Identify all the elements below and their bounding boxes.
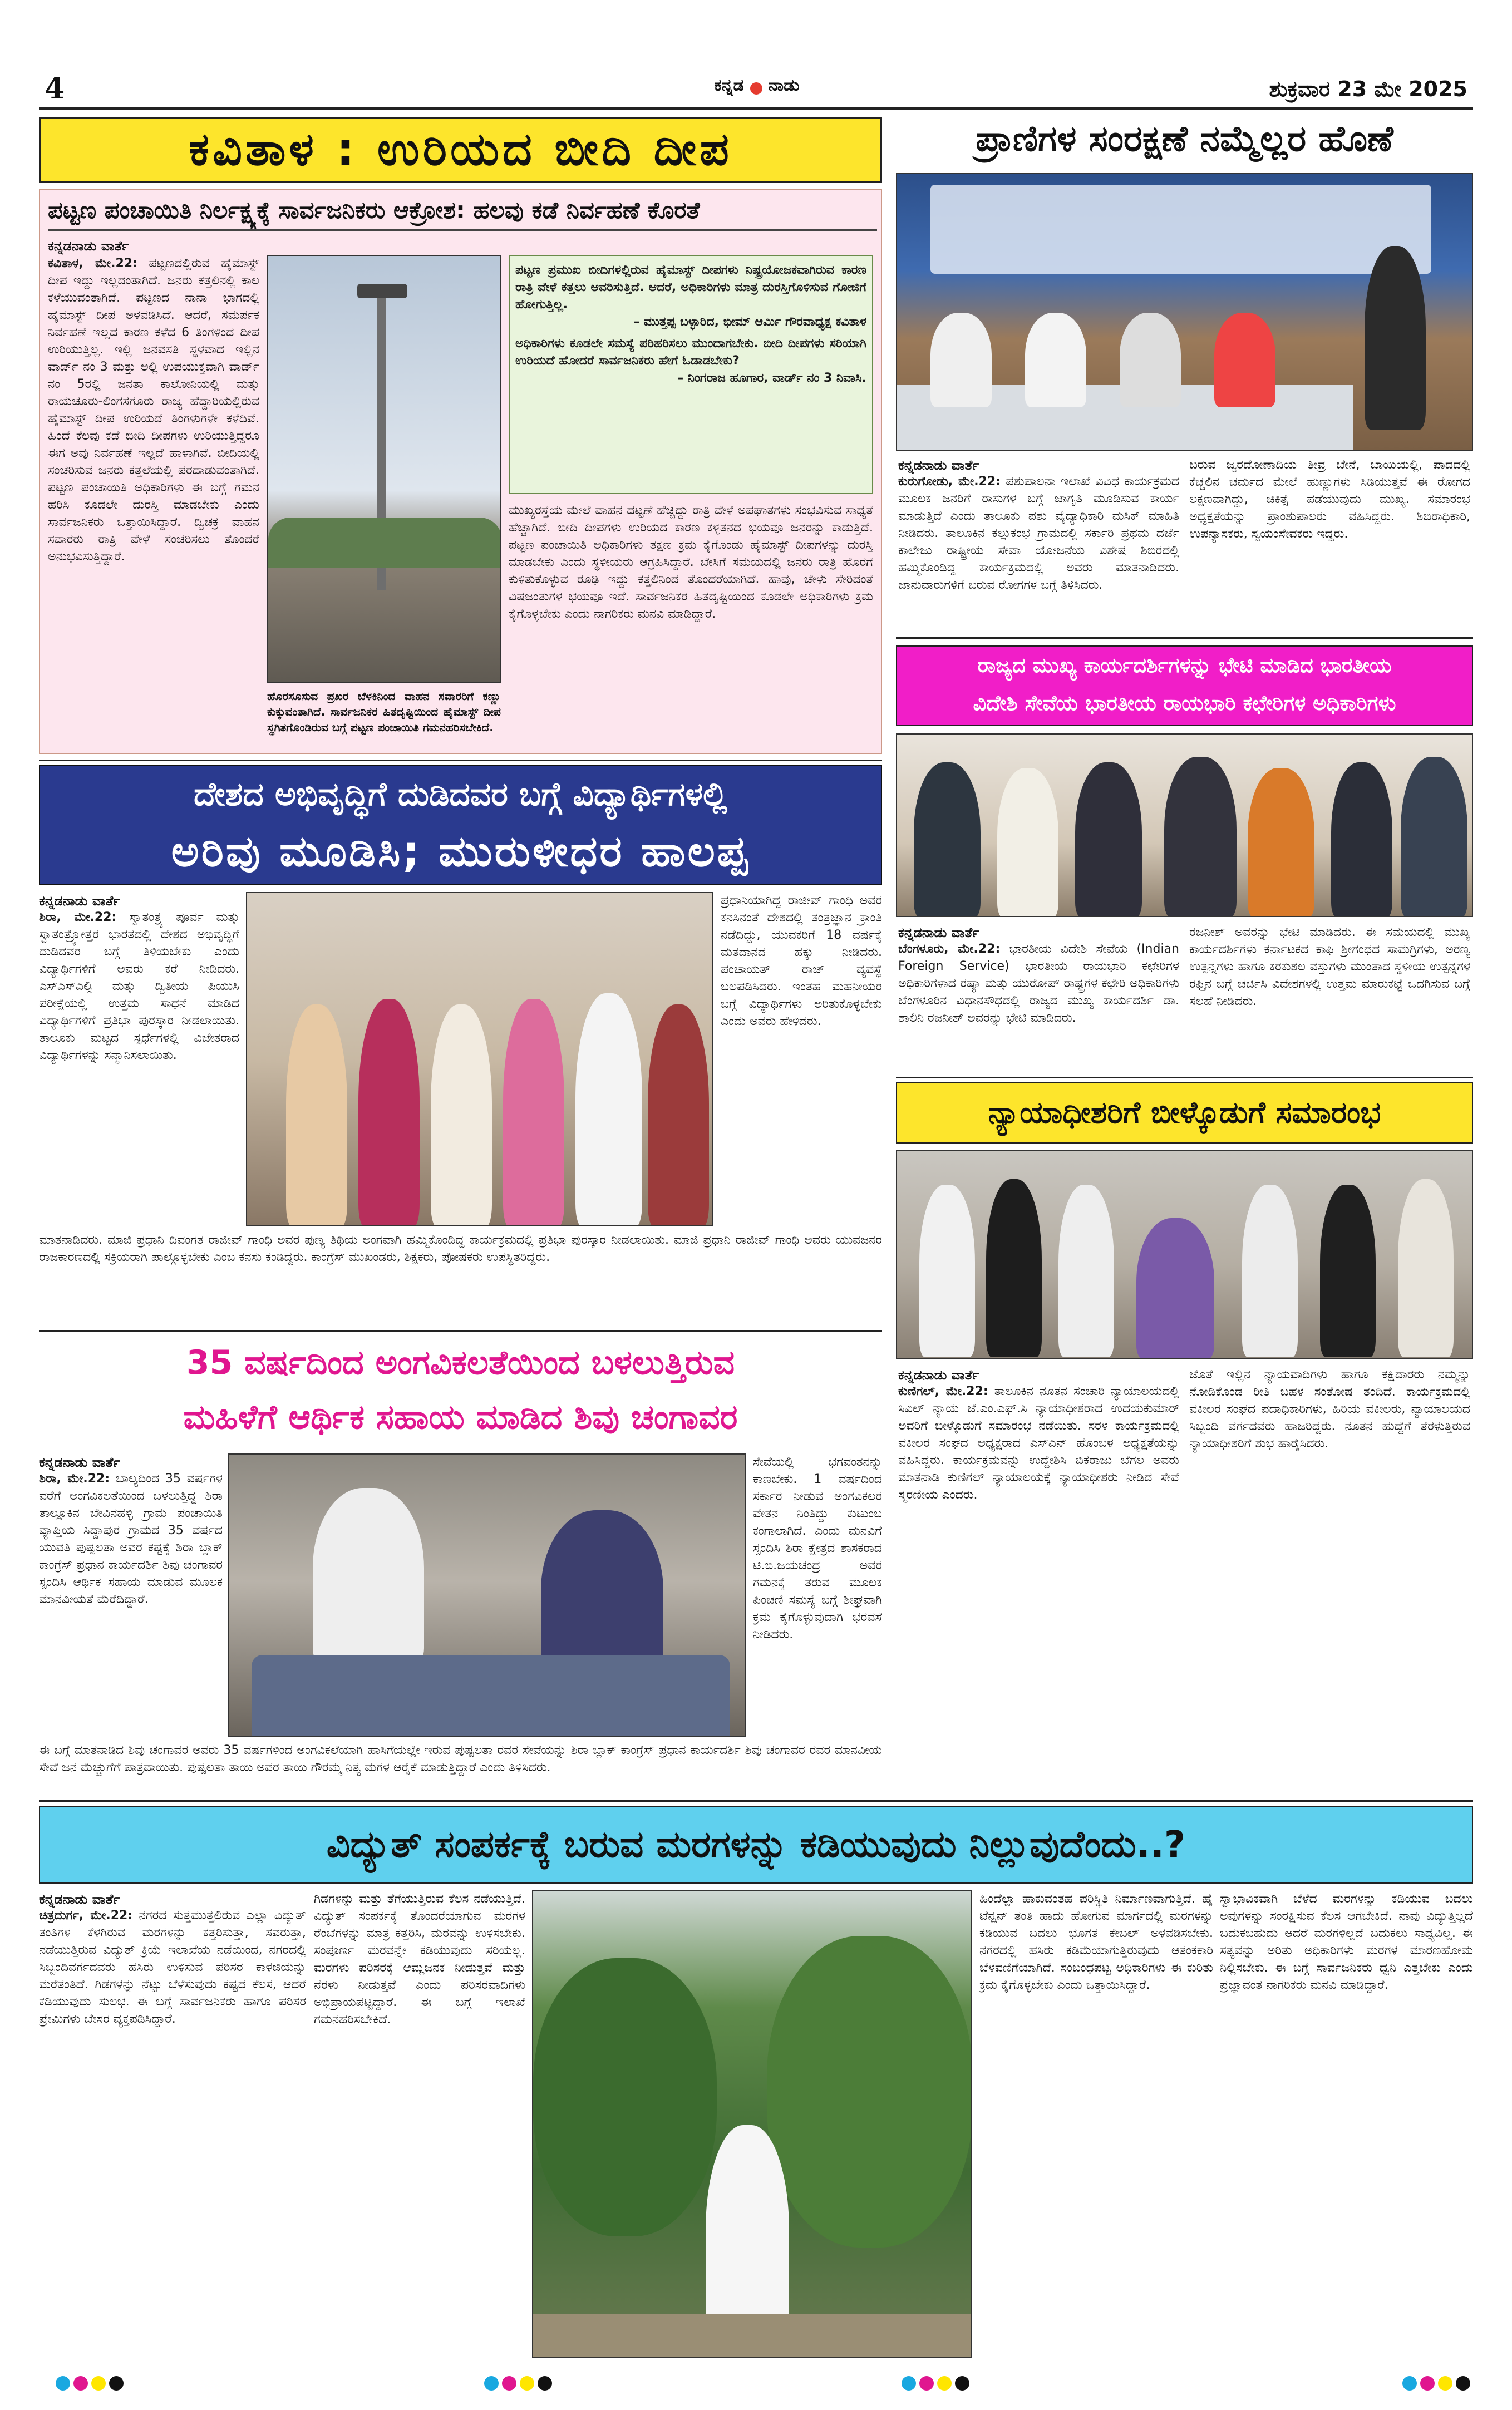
pranigala-headline: ಪ್ರಾಣಿಗಳ ಸಂರಕ್ಷಣೆ ನಮ್ಮೆಲ್ಲರ ಹೊಣೆ xyxy=(976,119,1393,160)
kavitala-col3: ಮುಖ್ಯರಸ್ತೆಯ ಮೇಲೆ ವಾಹನ ದಟ್ಟಣೆ ಹೆಚ್ಚಿದ್ದು ರಾತ್ರಿ ವೇಳೆ ಅಪಘಾತಗಳು ಸಂಭವಿಸುವ ಸಾಧ್ಯತೆ ಹೆಚ್ಚಾಗಿದೆ. ಬೀದಿ ದೀಪಗಳು ಉರಿಯದ ಕಾರಣ ಕಳ್ಳತನದ ಭಯವೂ ಜನರನ್ನು ಕಾಡುತ್ತಿದೆ. ಪಟ್ಟಣ ಪಂಚಾಯಿತಿ ಅಧಿಕಾರಿಗಳು ತಕ್ಷಣ ಕ್ರಮ ಕೈಗೊಂಡು ಹೈಮಾಸ್ಟ್ ದೀಪಗಳನ್ನು ದುರಸ್ತಿ ಮಾಡಬೇಕು ಎಂದು ಸ್ಥಳೀಯರು ಆಗ್ರಹಿಸಿದ್ದಾರೆ. ಬೇಸಿಗೆ ಸಮಯದಲ್ಲಿ ಜನರು ರಾತ್ರಿ ಹೊರಗೆ ಕುಳಿತುಕೊಳ್ಳುವ ರೂಢಿ ಇದ್ದು ಕತ್ತಲಿನಿಂದ ತೊಂದರೆಯಾಗಿದೆ. ಹಾವು, ಚೇಳು ಸೇರಿದಂತೆ ವಿಷಜಂತುಗಳ ಭಯವೂ ಇದೆ. ಸಾರ್ವಜನಿಕರ ಹಿತದೃಷ್ಟಿಯಿಂದ ಕೂಡಲೇ ಅಧಿಕಾರಿಗಳು ಕ್ರಮ ಕೈಗೊಳ್ಳಬೇಕು ಎಂದು ನಾಗರಿಕರು ಮನವಿ ಮಾಡಿದ್ದಾರೆ. xyxy=(509,504,873,621)
shivu-bottom: ಈ ಬಗ್ಗೆ ಮಾತನಾಡಿದ ಶಿವು ಚಂಗಾವರ ಅವರು 35 ವರ್ಷಗಳಿಂದ ಅಂಗವಿಕಲೆಯಾಗಿ ಹಾಸಿಗೆಯಲ್ಲೇ ಇರುವ ಪುಷ್ಪಲತಾ ರವರ ಸೇವೆಯನ್ನು ಶಿರಾ ಬ್ಲಾಕ್ ಕಾಂಗ್ರೆಸ್ ಪ್ರಧಾನ ಕಾರ್ಯದರ್ಶಿ ಶಿವು ಚಂಗಾವರ ರವರ ಮಾನವೀಯ ಸೇವೆ ಜನ ಮೆಚ್ಚುಗೆಗೆ ಪಾತ್ರವಾಯಿತು. ಪುಷ್ಪಲತಾ ತಾಯಿ ಅವರ ತಾಯಿ ಗೌರಮ್ಮ ನಿತ್ಯ ಮಗಳ ಆರೈಕೆ ಮಾಡುತ್ತಿದ್ದಾರೆ ಎಂದು ತಿಳಿಸಿದರು. xyxy=(39,1743,882,1775)
deshada-byline: ಕನ್ನಡನಾಡು ವಾರ್ತೆ xyxy=(39,893,120,909)
deshada-dateline: ಶಿರಾ, ಮೇ.22: xyxy=(39,910,117,924)
rajyada-headline-banner xyxy=(896,645,1473,726)
pranigala-photo xyxy=(896,173,1473,451)
foliage-right xyxy=(767,1936,972,2248)
deshada-headline-banner xyxy=(39,765,882,885)
nyayadhishari-col2: ಜೊತೆ ಇಲ್ಲಿನ ನ್ಯಾಯವಾದಿಗಳು ಹಾಗೂ ಕಕ್ಷಿದಾರರು ನಮ್ಮನ್ನು ನೋಡಿಕೊಂಡ ರೀತಿ ಬಹಳ ಸಂತೋಷ ತಂದಿದೆ. ಕಾರ್ಯಕ್ರಮದಲ್ಲಿ ವಕೀಲರ ಸಂಘದ ಪದಾಧಿಕಾರಿಗಳು, ಹಿರಿಯ ವಕೀಲರು, ನ್ಯಾಯಾಲಯದ ಸಿಬ್ಬಂದಿ ವರ್ಗದವರು ಹಾಜರಿದ್ದರು. ನೂತನ ಹುದ್ದೆಗೆ ತೆರಳುತ್ತಿರುವ ನ್ಯಾಯಾಧೀಶರಿಗೆ ಶುಭ ಹಾರೈಸಿದರು. xyxy=(1189,1368,1470,1451)
pranigala-col2: ಬರುವ ಜ್ವರದೋಣಾದಿಯ ತೀವ್ರ ಬೇನೆ, ಬಾಯಿಯಲ್ಲಿ, ಪಾದದಲ್ಲಿ ಕೆಚ್ಚಲಿನ ಚರ್ಮದ ಮೇಲೆ ಹುಣ್ಣುಗಳು ಸಿಡಿಯುತ್ತವೆ ಈ ರೋಗದ ಲಕ್ಷಣವಾಗಿದ್ದು, ಚಿಕಿತ್ಸೆ ಪಡೆಯುವುದು ಮುಖ್ಯ. ಸಮಾರಂಭ ಅಧ್ಯಕ್ಷತೆಯನ್ನು ಪ್ರಾಂಶುಪಾಲರು ವಹಿಸಿದ್ದರು. ಶಿಬಿರಾಧಿಕಾರಿ, ಉಪನ್ಯಾಸಕರು, ಸ್ವಯಂಸೇವಕರು ಇದ್ದರು. xyxy=(1189,458,1470,541)
kavitala-dateline: ಕವಿತಾಳ, ಮೇ.22: xyxy=(48,257,137,270)
pranigala-col1-text: ಪಶುಪಾಲನಾ ಇಲಾಖೆ ವಿವಿಧ ಕಾರ್ಯಕ್ರಮದ ಮೂಲಕ ಜನರಿಗೆ ರಾಸುಗಳ ಬಗ್ಗೆ ಜಾಗೃತಿ ಮೂಡಿಸುವ ಕಾರ್ಯ ಮಾಡುತ್ತಿದೆ ಎಂದು ತಾಲೂಕು ಪಶು ವೈದ್ಯಾಧಿಕಾರಿ ಮಸಿಕ್ ಮಾಹಿತಿ ನೀಡಿದರು. ತಾಲೂಕಿನ ಕಲ್ಲುಕಂಭ ಗ್ರಾಮದಲ್ಲಿ ಸರ್ಕಾರಿ ಪ್ರಥಮ ದರ್ಜೆ ಕಾಲೇಜು ರಾಷ್ಟ್ರೀಯ ಸೇವಾ ಯೋಜನೆಯ ವಿಶೇಷ ಶಿಬಿರದಲ್ಲಿ ಹಮ್ಮಿಕೊಂಡಿದ್ದ ಕಾರ್ಯಕ್ರಮದಲ್ಲಿ ಅವರು ಮಾತನಾಡಿದರು. ಜಾನುವಾರುಗಳಿಗೆ ಬರುವ ರೋಗಗಳ ಬಗ್ಗೆ ತಿಳಿಸಿದರು. xyxy=(898,475,1179,592)
vidyut-byline: ಕನ್ನಡನಾಡು ವಾರ್ತೆ xyxy=(39,1891,120,1907)
kavitala-subheadline: ಪಟ್ಟಣ ಪಂಚಾಯಿತಿ ನಿರ್ಲಕ್ಷ್ಯಕ್ಕೆ ಸಾರ್ವಜನಿಕರು ಆಕ್ರೋಶ: ಹಲವು ಕಡೆ ನಿರ್ವಹಣೆ ಕೊರತೆ xyxy=(48,196,700,224)
student-1 xyxy=(286,1004,347,1226)
pranigala-banner-cloth xyxy=(930,185,1431,274)
reg-dot-yellow-2 xyxy=(520,2376,534,2391)
kavitala-box-quote: ಪಟ್ಟಣ ಪ್ರಮುಖ ಬೀದಿಗಳಲ್ಲಿರುವ ಹೈಮಾಸ್ಟ್ ದೀಪಗಳು ನಿಷ್ಪ್ರಯೋಜಕವಾಗಿರುವ ಕಾರಣ ರಾತ್ರಿ ವೇಳೆ ಕತ್ತಲು ಆವರಿಸುತ್ತಿದೆ. ಆದರೆ, ಅಧಿಕಾರಿಗಳು ಮಾತ್ರ ದುರಸ್ತಿಗೊಳಿಸುವ ಗೋಜಿಗೆ ಹೋಗುತ್ತಿಲ್ಲ. xyxy=(515,263,866,312)
deshada-students-photo xyxy=(246,892,713,1226)
vidyut-col4: ಸ್ವಾಭಾವಿಕವಾಗಿ ಬೆಳೆದ ಮರಗಳನ್ನು ಕಡಿಯುವ ಬದಲು ಅವುಗಳನ್ನು ಸಂರಕ್ಷಿಸುವ ಕೆಲಸ ಆಗಬೇಕಿದೆ. ನಾವು ವಿದ್ಯುತ್ತಿಲ್ಲದೆ ಬದುಕಬಹುದು ಆದರೆ ಮರಗಳಿಲ್ಲದೆ ಬದುಕಲು ಸಾಧ್ಯವಿಲ್ಲ. ಈ ಸತ್ಯವನ್ನು ಅರಿತು ಅಧಿಕಾರಿಗಳು ಮರಗಳ ಮಾರಣಹೋಮ ನಿಲ್ಲಿಸಬೇಕು. ಈ ಬಗ್ಗೆ ಸಾರ್ವಜನಿಕರು ಧ್ವನಿ ಎತ್ತಬೇಕು ಎಂದು ಪ್ರಜ್ಞಾವಂತ ನಾಗರಿಕರು ಮನವಿ ಮಾಡಿದ್ದಾರೆ. xyxy=(1220,1892,1473,1992)
reg-dot-yellow-4 xyxy=(1438,2376,1452,2391)
seated-guest-3 xyxy=(1120,313,1181,407)
reg-dot-magenta-2 xyxy=(502,2376,516,2391)
divider-left-1 xyxy=(39,760,882,761)
lawyer-5 xyxy=(1320,1185,1376,1357)
student-4 xyxy=(503,999,564,1226)
reg-dot-yellow-1 xyxy=(91,2376,106,2391)
rajyada-col1 xyxy=(898,940,1179,1071)
shivu-headline-line1: 35 ವರ್ಷದಿಂದ ಅಂಗವಿಕಲತೆಯಿಂದ ಬಳಲುತ್ತಿರುವ xyxy=(186,1343,735,1382)
nyayadhishari-col1 xyxy=(898,1383,1179,1795)
official-3 xyxy=(1075,762,1142,917)
page-number: 4 xyxy=(45,72,65,106)
lawyer-2 xyxy=(986,1179,1042,1357)
student-2 xyxy=(358,999,420,1226)
deshada-col3: ಪ್ರಧಾನಿಯಾಗಿದ್ದ ರಾಜೀವ್ ಗಾಂಧಿ ಅವರ ಕನಸಿನಂತೆ ದೇಶದಲ್ಲಿ ತಂತ್ರಜ್ಞಾನ ಕ್ರಾಂತಿ ನಡೆದಿದ್ದು, ಯುವಕರಿಗೆ 18 ವರ್ಷಕ್ಕೆ ಮತದಾನದ ಹಕ್ಕು ನೀಡಿದರು. ಪಂಚಾಯತ್ ರಾಜ್ ವ್ಯವಸ್ಥೆ ಬಲಪಡಿಸಿದರು. ಇಂತಹ ಮಹನೀಯರ ಬಗ್ಗೆ ವಿದ್ಯಾರ್ಥಿಗಳು ಅರಿತುಕೊಳ್ಳಬೇಕು ಎಂದು ಅವರು ಹೇಳಿದರು. xyxy=(721,894,882,1028)
shivu-photo xyxy=(228,1453,746,1737)
vidyut-headline: ವಿದ್ಯುತ್ ಸಂಪರ್ಕಕ್ಕೆ ಬರುವ ಮರಗಳನ್ನು ಕಡಿಯುವುದು ನಿಲ್ಲುವುದೆಂದು..? xyxy=(326,1823,1186,1866)
official-5 xyxy=(1331,762,1392,917)
pranigala-dateline: ಕುರುಗೋಡು, ಮೇ.22: xyxy=(898,475,1001,489)
rajyada-dateline: ಬೆಂಗಳೂರು, ಮೇ.22: xyxy=(898,942,1001,956)
reg-dot-cyan-2 xyxy=(484,2376,499,2391)
vidyut-headline-banner xyxy=(39,1806,1473,1884)
registration-dots xyxy=(0,2376,1512,2398)
official-1 xyxy=(914,762,981,917)
rajyada-headline-line2: ವಿದೇಶಿ ಸೇವೆಯ ಭಾರತೀಯ ರಾಯಭಾರಿ ಕಛೇರಿಗಳ ಅಧಿಕಾರಿಗಳು xyxy=(973,691,1396,715)
shivu-byline: ಕನ್ನಡನಾಡು ವಾರ್ತೆ xyxy=(39,1455,120,1470)
official-6 xyxy=(1401,757,1467,917)
shivu-article xyxy=(39,1335,882,1792)
reg-dot-yellow-3 xyxy=(937,2376,952,2391)
reg-dot-cyan-1 xyxy=(56,2376,70,2391)
reg-dot-black-2 xyxy=(538,2376,552,2391)
masthead xyxy=(640,76,874,104)
lawyer-6 xyxy=(1398,1179,1454,1357)
kavitala-headline-banner xyxy=(39,117,882,183)
shivu-col1-text: ಬಾಲ್ಯದಿಂದ 35 ವರ್ಷಗಳ ವರೆಗೆ ಅಂಗವಿಕಲತೆಯಿಂದ ಬಳಲುತ್ತಿದ್ದ ಶಿರಾ ತಾಲ್ಲೂಕಿನ ಬೇವಿನಹಳ್ಳಿ ಗ್ರಾಮ ಪಂಚಾಯಿತಿ ವ್ಯಾಪ್ತಿಯ ಸಿದ್ದಾಪುರ ಗ್ರಾಮದ 35 ವರ್ಷದ ಯುವತಿ ಪುಷ್ಪಲತಾ ಅವರ ಕಷ್ಟಕ್ಕೆ ಶಿರಾ ಬ್ಲಾಕ್ ಕಾಂಗ್ರೆಸ್ ಪ್ರಧಾನ ಕಾರ್ಯದರ್ಶಿ ಶಿವು ಚಂಗಾವರ ಸ್ಪಂದಿಸಿ ಆರ್ಥಿಕ ಸಹಾಯ ಮಾಡುವ ಮೂಲಕ ಮಾನವೀಯತೆ ಮೆರೆದಿದ್ದಾರೆ. xyxy=(39,1472,223,1606)
nyayadhishari-byline: ಕನ್ನಡನಾಡು ವಾರ್ತೆ xyxy=(898,1367,979,1383)
vidyut-col1-text: ನಗರದ ಸುತ್ತಮುತ್ತಲಿರುವ ಎಲ್ಲಾ ವಿದ್ಯುತ್ ತಂತಿಗಳ ಕೆಳಗಿರುವ ಮರಗಳನ್ನು ಕತ್ತರಿಸುತ್ತಾ, ಸವರುತ್ತಾ, ನಡೆಯುತ್ತಿರುವ ವಿದ್ಯುತ್ ಕ್ರಿಯೆ ಇಲಾಖೆಯ ನಡೆಯಿಂದ, ನಗರದಲ್ಲಿ ಸಿಬ್ಬಂದಿವರ್ಗದವರು ಹಸಿರು ಉಳಿಸುವ ಪರಿಸರ ಕಾಳಜಿಯನ್ನು ಮರೆತಂತಿದೆ. ಗಿಡಗಳನ್ನು ನೆಟ್ಟು ಬೆಳೆಸುವುದು ಕಷ್ಟದ ಕೆಲಸ, ಆದರೆ ಕಡಿಯುವುದು ಸುಲಭ. ಈ ಬಗ್ಗೆ ಸಾರ್ವಜನಿಕರು ಹಾಗೂ ಪರಿಸರ ಪ್ರೇಮಿಗಳು ಬೇಸರ ವ್ಯಕ್ತಪಡಿಸಿದ್ದಾರೆ. xyxy=(39,1909,306,2026)
pranigala-byline: ಕನ್ನಡನಾಡು ವಾರ್ತೆ xyxy=(898,457,979,473)
seated-guest-2 xyxy=(1025,313,1086,407)
seated-guest-1 xyxy=(930,313,992,407)
rajyada-col1-text: ಭಾರತೀಯ ವಿದೇಶಿ ಸೇವೆಯ (Indian Foreign Service) ಭಾರತೀಯ ರಾಯಭಾರಿ ಕಛೇರಿಗಳ ಅಧಿಕಾರಿಗಳಾದ ರಷ್ಯಾ ಮತ್ತು ಯುರೋಪ್ ರಾಷ್ಟ್ರಗಳ ಕಛೇರಿ ಅಧಿಕಾರಿಗಳು ಬೆಂಗಳೂರಿನ ವಿಧಾನಸೌಧದಲ್ಲಿ ರಾಜ್ಯದ ಮುಖ್ಯ ಕಾರ್ಯದರ್ಶಿ ಡಾ. ಶಾಲಿನಿ ರಜನೀಶ್ ಅವರನ್ನು ಭೇಟಿ ಮಾಡಿದರು. xyxy=(898,942,1179,1025)
student-6 xyxy=(648,1004,709,1226)
kavitala-byline: ಕನ್ನಡನಾಡು ವಾರ್ತೆ xyxy=(48,238,129,254)
reg-dot-magenta-3 xyxy=(919,2376,934,2391)
shivu-col3: ಸೇವೆಯಲ್ಲಿ ಭಗವಂತನನ್ನು ಕಾಣಬೇಕು. 1 ವರ್ಷದಿಂದ ಸರ್ಕಾರ ನೀಡುವ ಅಂಗವಿಕಲರ ವೇತನ ನಿಂತಿದ್ದು ಕುಟುಂಬ ಕಂಗಾಲಾಗಿದೆ. ಎಂದು ಮನವಿಗೆ ಸ್ಪಂದಿಸಿ ಶಿರಾ ಕ್ಷೇತ್ರದ ಶಾಸಕರಾದ ಟಿ.ಬಿ.ಜಯಚಂದ್ರ ಅವರ ಗಮನಕ್ಕೆ ತರುವ ಮೂಲಕ ಪಿಂಚಣಿ ಸಮಸ್ಯೆ ಬಗ್ಗೆ ಶೀಘ್ರವಾಗಿ ಕ್ರಮ ಕೈಗೊಳ್ಳುವುದಾಗಿ ಭರವಸೆ ನೀಡಿದರು. xyxy=(753,1455,882,1642)
kavitala-headline: ಕವಿತಾಳ : ಉರಿಯದ ಬೀದಿ ದೀಪ xyxy=(189,123,732,176)
vidyut-col3: ಹಿಂದೆಲ್ಲಾ ಹಾಕುವಂತಹ ಪರಿಸ್ಥಿತಿ ನಿರ್ಮಾಣವಾಗುತ್ತಿದೆ. ಹೈ ಟೆನ್ಷನ್ ತಂತಿ ಹಾದು ಹೋಗುವ ಮಾರ್ಗದಲ್ಲಿ ಮರಗಳನ್ನು ಕಡಿಯುವ ಬದಲು ಭೂಗತ ಕೇಬಲ್ ಅಳವಡಿಸಬೇಕು. ನಗರದಲ್ಲಿ ಹಸಿರು ಕಡಿಮೆಯಾಗುತ್ತಿರುವುದು ಆತಂಕಕಾರಿ ಬೆಳವಣಿಗೆಯಾಗಿದೆ. ಸಂಬಂಧಪಟ್ಟ ಅಧಿಕಾರಿಗಳು ಈ ಕುರಿತು ಕ್ರಮ ಕೈಗೊಳ್ಳಬೇಕು ಎಂದು ಒತ್ತಾಯಿಸಿದ್ದಾರೆ. xyxy=(979,1892,1213,1992)
kavitala-box-attrib: – ಮುತ್ತಪ್ಪ ಬಳ್ಳಾರಿದ, ಭೀಮ್ ಆರ್ಮಿ ಗೌರವಾಧ್ಯಕ್ಷ ಕವಿತಾಳ xyxy=(633,315,866,329)
rajyada-headline-line1: ರಾಜ್ಯದ ಮುಖ್ಯ ಕಾರ್ಯದರ್ಶಿಗಳನ್ನು ಭೇಟಿ ಮಾಡಿದ ಭಾರತೀಯ xyxy=(977,653,1392,677)
masthead-right: ನಾಡು xyxy=(768,76,800,95)
reg-dot-black-4 xyxy=(1456,2376,1470,2391)
vidyut-trees-photo xyxy=(532,1890,972,2358)
judge-figure xyxy=(1136,1218,1214,1359)
lamp-head xyxy=(357,284,407,298)
kavitala-col1-text: ಪಟ್ಟಣದಲ್ಲಿರುವ ಹೈಮಾಸ್ಟ್ ದೀಪ ಇದ್ದು ಇಲ್ಲದಂತಾಗಿದೆ. ಜನರು ಕತ್ತಲಿನಲ್ಲಿ ಕಾಲ ಕಳೆಯುವಂತಾಗಿದೆ. ಪಟ್ಟಣದ ನಾನಾ ಭಾಗದಲ್ಲಿ ಹೈಮಾಸ್ಟ್ ದೀಪ ಅಳವಡಿಸಿದೆ. ಆದರೆ, ಸಮರ್ಪಕ ನಿರ್ವಹಣೆ ಇಲ್ಲದ ಕಾರಣ ಕಳೆದ 6 ತಿಂಗಳಿಂದ ದೀಪ ಉರಿಯುತ್ತಿಲ್ಲ. ಇಲ್ಲಿ ಜನವಸತಿ ಸ್ಥಳವಾದ ಇಲ್ಲಿನ ವಾರ್ಡ್ ನಂ 3 ಮತ್ತು ಅಲ್ಲಿ ಉಪಯುಕ್ತವಾಗಿ ವಾರ್ಡ್ ನಂ 5ರಲ್ಲಿ ಜನತಾ ಕಾಲೋನಿಯಲ್ಲಿ ಮತ್ತು ರಾಯಚೂರು-ಲಿಂಗಸಗೂರು ರಾಜ್ಯ ಹೆದ್ದಾರಿಯಲ್ಲಿರುವ ಹೈಮಾಸ್ಟ್ ದೀಪ ಉರಿಯದೆ ತಿಂಗಳುಗಳೇ ಕಳೆದಿವೆ. ಹಿಂದೆ ಕೆಲವು ಕಡೆ ಬೀದಿ ದೀಪಗಳು ಉರಿಯುತ್ತಿದ್ದರೂ ಈಗ ಅವು ನಿರ್ವಹಣೆ ಇಲ್ಲದೆ ಹಾಳಾಗಿವೆ. ಬೀದಿಯಲ್ಲಿ ಸಂಚರಿಸುವ ಜನರು ಕತ್ತಲೆಯಲ್ಲಿ ಪರದಾಡುವಂತಾಗಿದೆ. ಪಟ್ಟಣ ಪಂಚಾಯಿತಿ ಅಧಿಕಾರಿಗಳು ಈ ಬಗ್ಗೆ ಗಮನ ಹರಿಸಿ ಕೂಡಲೇ ದುರಸ್ತಿ ಮಾಡಬೇಕು ಎಂದು ಸಾರ್ವಜನಿಕರು ಒತ್ತಾಯಿಸಿದ್ದಾರೆ. ದ್ವಿಚಕ್ರ ವಾಹನ ಸವಾರರು ರಾತ್ರಿ ವೇಳೆ ಸಂಚರಿಸಲು ತೊಂದರೆ ಅನುಭವಿಸುತ್ತಿದ್ದಾರೆ. xyxy=(48,257,259,564)
masthead-emblem xyxy=(750,82,762,95)
nyayadhishari-col1-text: ತಾಲೂಕಿನ ನೂತನ ಸಂಚಾರಿ ನ್ಯಾಯಾಲಯದಲ್ಲಿ ಸಿವಿಲ್ ನ್ಯಾಯ ಜೆ.ಎಂ.ಎಫ್.ಸಿ ನ್ಯಾಯಾಧೀಶರಾದ ಉದಯಕುಮಾರ್ ಅವರಿಗೆ ಬೀಳ್ಕೊಡುಗೆ ಸಮಾರಂಭ ನಡೆಯಿತು. ಸರಳ ಕಾರ್ಯಕ್ರಮದಲ್ಲಿ ವಕೀಲರ ಸಂಘದ ಅಧ್ಯಕ್ಷರಾದ ಎಸ್ಎನ್ ಹೊಂಬಳ ಅಧ್ಯಕ್ಷತೆಯನ್ನು ವಹಿಸಿದ್ದರು. ಕಾರ್ಯಕ್ರಮವನ್ನು ಉದ್ದೇಶಿಸಿ ಬಿಕರಾಜು ಬೆಗಲ ಅವರು ಮಾತನಾಡಿ ಕುಣಿಗಲ್ ನ್ಯಾಯಾಲಯಕ್ಕೆ ನ್ಯಾಯಾಧೀಶರು ನೀಡಿದ ಸೇವೆ ಸ್ಮರಣೀಯ ಎಂದರು. xyxy=(898,1384,1179,1502)
deshada-col1 xyxy=(39,909,239,1226)
divider-right-2 xyxy=(896,1077,1473,1078)
shivu-headline xyxy=(39,1335,882,1447)
chief-secretary xyxy=(1248,768,1314,917)
deshada-article xyxy=(39,765,882,1327)
reg-dot-magenta-4 xyxy=(1420,2376,1435,2391)
vidyut-article xyxy=(39,1806,1473,2362)
rajyada-byline: ಕನ್ನಡನಾಡು ವಾರ್ತೆ xyxy=(898,925,979,940)
seated-guest-4 xyxy=(1214,313,1275,407)
pranigala-article xyxy=(896,111,1473,623)
tree-line xyxy=(268,518,501,568)
reg-dot-cyan-3 xyxy=(902,2376,916,2391)
shivu-headline-line2: ಮಹಿಳೆಗೆ ಆರ್ಥಿಕ ಸಹಾಯ ಮಾಡಿದ ಶಿವು ಚಂಗಾವರ xyxy=(183,1398,738,1437)
vidyut-col1 xyxy=(39,1907,306,2360)
kavitala-col1 xyxy=(48,255,259,747)
nyayadhishari-photo xyxy=(896,1150,1473,1359)
official-2 xyxy=(997,768,1058,917)
speaker-figure xyxy=(1365,246,1426,430)
official-4 xyxy=(1164,757,1237,917)
divider-right-1 xyxy=(896,637,1473,639)
nyayadhishari-article xyxy=(896,1082,1473,1795)
deshada-col1-text: ಸ್ವಾತಂತ್ರ್ಯ ಪೂರ್ವ ಮತ್ತು ಸ್ವಾತಂತ್ರ್ಯೋತ್ತರ ಭಾರತದಲ್ಲಿ ದೇಶದ ಅಭಿವೃದ್ಧಿಗೆ ದುಡಿದವರ ಬಗ್ಗೆ ತಿಳಿಯಬೇಕು ಎಂದು ವಿದ್ಯಾರ್ಥಿಗಳಿಗೆ ಅವರು ಕರೆ ನೀಡಿದರು. ಎಸ್ಎಸ್ಎಲ್ಸಿ ಮತ್ತು ದ್ವಿತೀಯ ಪಿಯುಸಿ ಪರೀಕ್ಷೆಯಲ್ಲಿ ಉತ್ತಮ ಸಾಧನೆ ಮಾಡಿದ ವಿದ್ಯಾರ್ಥಿಗಳಿಗೆ ಪ್ರತಿಭಾ ಪುರಸ್ಕಾರ ನೀಡಲಾಯಿತು. ತಾಲೂಕು ಮಟ್ಟದ ಸ್ಪರ್ಧೆಗಳಲ್ಲಿ ವಿಜೇತರಾದ ವಿದ್ಯಾರ್ಥಿಗಳನ್ನು ಸನ್ಮಾನಿಸಲಾಯಿತು. xyxy=(39,910,239,1062)
vidyut-dateline: ಚಿತ್ರದುರ್ಗ, ಮೇ.22: xyxy=(39,1909,133,1923)
kavitala-streetlight-photo xyxy=(267,255,501,683)
masthead-left: ಕನ್ನಡ xyxy=(714,76,744,95)
kavitala-subheadline-rule xyxy=(48,229,877,231)
nyayadhishari-headline: ನ್ಯಾಯಾಧೀಶರಿಗೆ ಬೀಳ್ಕೊಡುಗೆ ಸಮಾರಂಭ xyxy=(988,1095,1381,1130)
shivu-figure xyxy=(313,1488,424,1666)
kavitala-body-box xyxy=(39,189,882,754)
deshada-headline-line1: ದೇಶದ ಅಭಿವೃದ್ಧಿಗೆ ದುಡಿದವರ ಬಗ್ಗೆ ವಿದ್ಯಾರ್ಥಿಗಳಲ್ಲಿ xyxy=(193,775,727,813)
header-rule xyxy=(39,107,1473,110)
pranigala-col1 xyxy=(898,473,1179,623)
shivu-dateline: ಶಿರಾ, ಮೇ.22: xyxy=(39,1472,110,1486)
kavitala-photo-caption: ಹೊರಸೂಸುವ ಪ್ರಖರ ಬೆಳಕಿನಿಂದ ವಾಹನ ಸವಾರರಿಗೆ ಕಣ್ಣು ಕುಕ್ಕುವಂತಾಗಿದೆ. ಸಾರ್ವಜನಿಕರ ಹಿತದೃಷ್ಟಿಯಿಂದ ಹೈಮಾಸ್ಟ್ ದೀಪ ಸ್ಥಗಿತಗೊಂಡಿರುವ ಬಗ್ಗೆ ಪಟ್ಟಣ ಪಂಚಾಯಿತಿ ಗಮನಹರಿಸಬೇಕಿದೆ. xyxy=(267,689,501,734)
vidyut-col2: ಗಿಡಗಳನ್ನು ಮತ್ತು ತೆಗೆಯುತ್ತಿರುವ ಕೆಲಸ ನಡೆಯುತ್ತಿದೆ. ವಿದ್ಯುತ್ ಸಂಪರ್ಕಕ್ಕೆ ತೊಂದರೆಯಾಗುವ ಮರಗಳ ರೆಂಬೆಗಳನ್ನು ಮಾತ್ರ ಕತ್ತರಿಸಿ, ಮರವನ್ನು ಉಳಿಸಬೇಕು. ಸಂಪೂರ್ಣ ಮರವನ್ನೇ ಕಡಿಯುವುದು ಸರಿಯಲ್ಲ. ಮರಗಳು ಪರಿಸರಕ್ಕೆ ಆಮ್ಲಜನಕ ನೀಡುತ್ತವೆ ಮತ್ತು ನೆರಳು ನೀಡುತ್ತವೆ ಎಂದು ಪರಿಸರವಾದಿಗಳು ಅಭಿಪ್ರಾಯಪಟ್ಟಿದ್ದಾರೆ. ಈ ಬಗ್ಗೆ ಇಲಾಖೆ ಗಮನಹರಿಸಬೇಕಿದೆ. xyxy=(314,1892,525,2027)
lawyer-4 xyxy=(1242,1185,1298,1357)
rajyada-col2: ರಜನೀಶ್ ಅವರನ್ನು ಭೇಟಿ ಮಾಡಿದರು. ಈ ಸಮಯದಲ್ಲಿ ಮುಖ್ಯ ಕಾರ್ಯದರ್ಶಿಗಳು ಕರ್ನಾಟಕದ ಕಾಫಿ ಶ್ರೀಗಂಧದ ಸಾಮಗ್ರಿಗಳು, ಅರಣ್ಯ ಉತ್ಪನ್ನಗಳು ಹಾಗೂ ಕರಕುಶಲ ವಸ್ತುಗಳು ಮುಂತಾದ ಸ್ಥಳೀಯ ಉತ್ಪನ್ನಗಳ ರಫ್ತಿನ ಬಗ್ಗೆ ಚರ್ಚಿಸಿ ವಿದೇಶಗಳಲ್ಲಿ ಉತ್ತಮ ಮಾರುಕಟ್ಟೆ ಒದಗಿಸುವ ಬಗ್ಗೆ ಸಲಹೆ ನೀಡಿದರು. xyxy=(1189,925,1470,1008)
rajyada-article xyxy=(896,645,1473,1074)
divider-left-2 xyxy=(39,1330,882,1332)
page-header xyxy=(39,72,1473,106)
page-date: ಶುಕ್ರವಾರ 23 ಮೇ 2025 xyxy=(1269,77,1467,101)
divider-full xyxy=(39,1800,1473,1802)
nyayadhishari-dateline: ಕುಣಿಗಲ್, ಮೇ.22: xyxy=(898,1384,988,1398)
student-5 xyxy=(575,993,642,1226)
reg-dot-black-3 xyxy=(955,2376,969,2391)
kavitala-box-attrib2: – ನಿಂಗರಾಜ ಹೂಗಾರ, ವಾರ್ಡ್ ನಂ 3 ನಿವಾಸಿ. xyxy=(677,371,866,385)
shivu-col1 xyxy=(39,1470,223,1732)
foliage-left xyxy=(533,1958,717,2236)
ground xyxy=(533,2314,972,2358)
lawyer-3 xyxy=(1058,1185,1114,1357)
nyayadhishari-headline-banner xyxy=(896,1082,1473,1144)
kavitala-article xyxy=(39,117,882,754)
rajyada-photo xyxy=(896,733,1473,917)
reg-dot-black-1 xyxy=(109,2376,124,2391)
reg-dot-cyan-4 xyxy=(1402,2376,1417,2391)
reg-dot-magenta-1 xyxy=(73,2376,88,2391)
kavitala-box-quote2: ಅಧಿಕಾರಿಗಳು ಕೂಡಲೇ ಸಮಸ್ಯೆ ಪರಿಹರಿಸಲು ಮುಂದಾಗಬೇಕು. ಬೀದಿ ದೀಪಗಳು ಸರಿಯಾಗಿ ಉರಿಯದೆ ಹೋದರೆ ಸಾರ್ವಜನಿಕರು ಹೇಗೆ ಓಡಾಡಬೇಕು? xyxy=(515,337,866,368)
student-3 xyxy=(431,1004,492,1226)
lawyer-1 xyxy=(919,1185,975,1357)
kavitala-quote-box xyxy=(509,255,873,494)
deshada-bottom: ಮಾತನಾಡಿದರು. ಮಾಜಿ ಪ್ರಧಾನಿ ದಿವಂಗತ ರಾಜೀವ್ ಗಾಂಧಿ ಅವರ ಪುಣ್ಯ ತಿಥಿಯ ಅಂಗವಾಗಿ ಹಮ್ಮಿಕೊಂಡಿದ್ದ ಕಾರ್ಯಕ್ರಮದಲ್ಲಿ ಪ್ರತಿಭಾ ಪುರಸ್ಕಾರ ನೀಡಲಾಯಿತು. ಮಾಜಿ ಪ್ರಧಾನಿ ರಾಜೀವ್ ಗಾಂಧಿ ಅವರು ಯುವಜನರ ರಾಜಕಾರಣದಲ್ಲಿ ಸಕ್ರಿಯರಾಗಿ ಪಾಲ್ಗೊಳ್ಳಬೇಕು ಎಂಬ ಕನಸು ಕಂಡಿದ್ದರು. ಕಾಂಗ್ರೆಸ್ ಮುಖಂಡರು, ಶಿಕ್ಷಕರು, ಪೋಷಕರು ಉಪಸ್ಥಿತರಿದ್ದರು. xyxy=(39,1233,882,1264)
bed-cloth xyxy=(252,1655,730,1737)
deshada-headline-line2: ಅರಿವು ಮೂಡಿಸಿ; ಮುರುಳೀಧರ ಹಾಲಪ್ಪ xyxy=(171,826,750,876)
